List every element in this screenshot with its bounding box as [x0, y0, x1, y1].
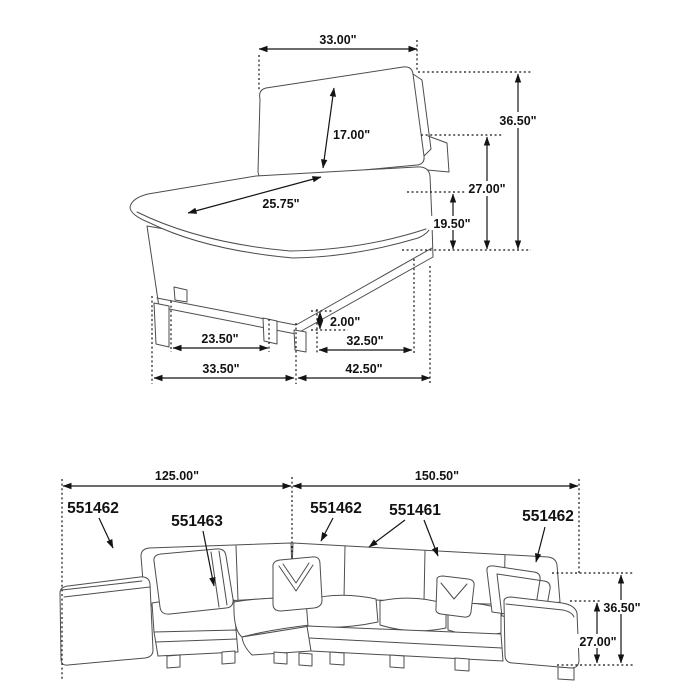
- dim-chair-leg-spacing: [173, 332, 268, 348]
- chair-backrest: [258, 67, 424, 179]
- sofa-middle-pillow: [436, 576, 474, 617]
- part-number: 551462: [522, 508, 574, 525]
- sofa-corner-pillow: [273, 557, 322, 611]
- part-number: 551463: [171, 513, 223, 530]
- dimension-value: 23.50": [201, 332, 239, 346]
- label-arrow: [321, 518, 333, 541]
- dimension-value: 150.50": [414, 469, 460, 483]
- dim-chair-floor-width-right: [298, 362, 430, 378]
- dimension-value: 36.50": [499, 114, 537, 128]
- dim-chair-back-height: [421, 135, 510, 249]
- sofa-left-back-pillow: [154, 549, 233, 614]
- dimension-value: 32.50": [346, 334, 384, 348]
- dimension-value: 25.75": [262, 197, 300, 211]
- label-arrow: [99, 518, 113, 548]
- dimension-value: 33.50": [202, 362, 240, 376]
- sectional-diagram: [60, 469, 644, 681]
- label-arrow: [369, 520, 405, 547]
- dimension-value: 27.00": [468, 182, 506, 196]
- dimension-value: 36.50": [603, 601, 641, 615]
- dimension-value: 2.00": [330, 315, 361, 329]
- dimension-value: 42.50": [345, 362, 383, 376]
- dimension-value: 17.00": [333, 128, 371, 142]
- dimension-value: 27.00": [579, 635, 617, 649]
- sofa-left-arm: [60, 577, 153, 665]
- dimension-value: 125.00": [154, 469, 200, 483]
- dim-sofa-left-length: [63, 469, 291, 486]
- part-number: 551461: [389, 502, 441, 519]
- dim-chair-base-width: [319, 334, 412, 350]
- part-label-corner-unit: [310, 500, 362, 541]
- sofa-drawing: [60, 543, 579, 680]
- dimension-value: 33.00": [319, 33, 357, 47]
- chair-diagram: [130, 33, 542, 384]
- part-number: 551462: [67, 500, 119, 517]
- dim-sofa-right-length: [293, 469, 578, 486]
- part-label-left-arm-unit: [67, 500, 119, 548]
- dim-sofa-overall-height: [600, 575, 644, 663]
- part-number: 551462: [310, 500, 362, 517]
- dimension-value: 19.50": [433, 217, 471, 231]
- dim-chair-overall-height: [494, 74, 542, 249]
- part-label-right-arm-unit: [522, 508, 574, 562]
- dim-chair-floor-width-left: [154, 362, 294, 378]
